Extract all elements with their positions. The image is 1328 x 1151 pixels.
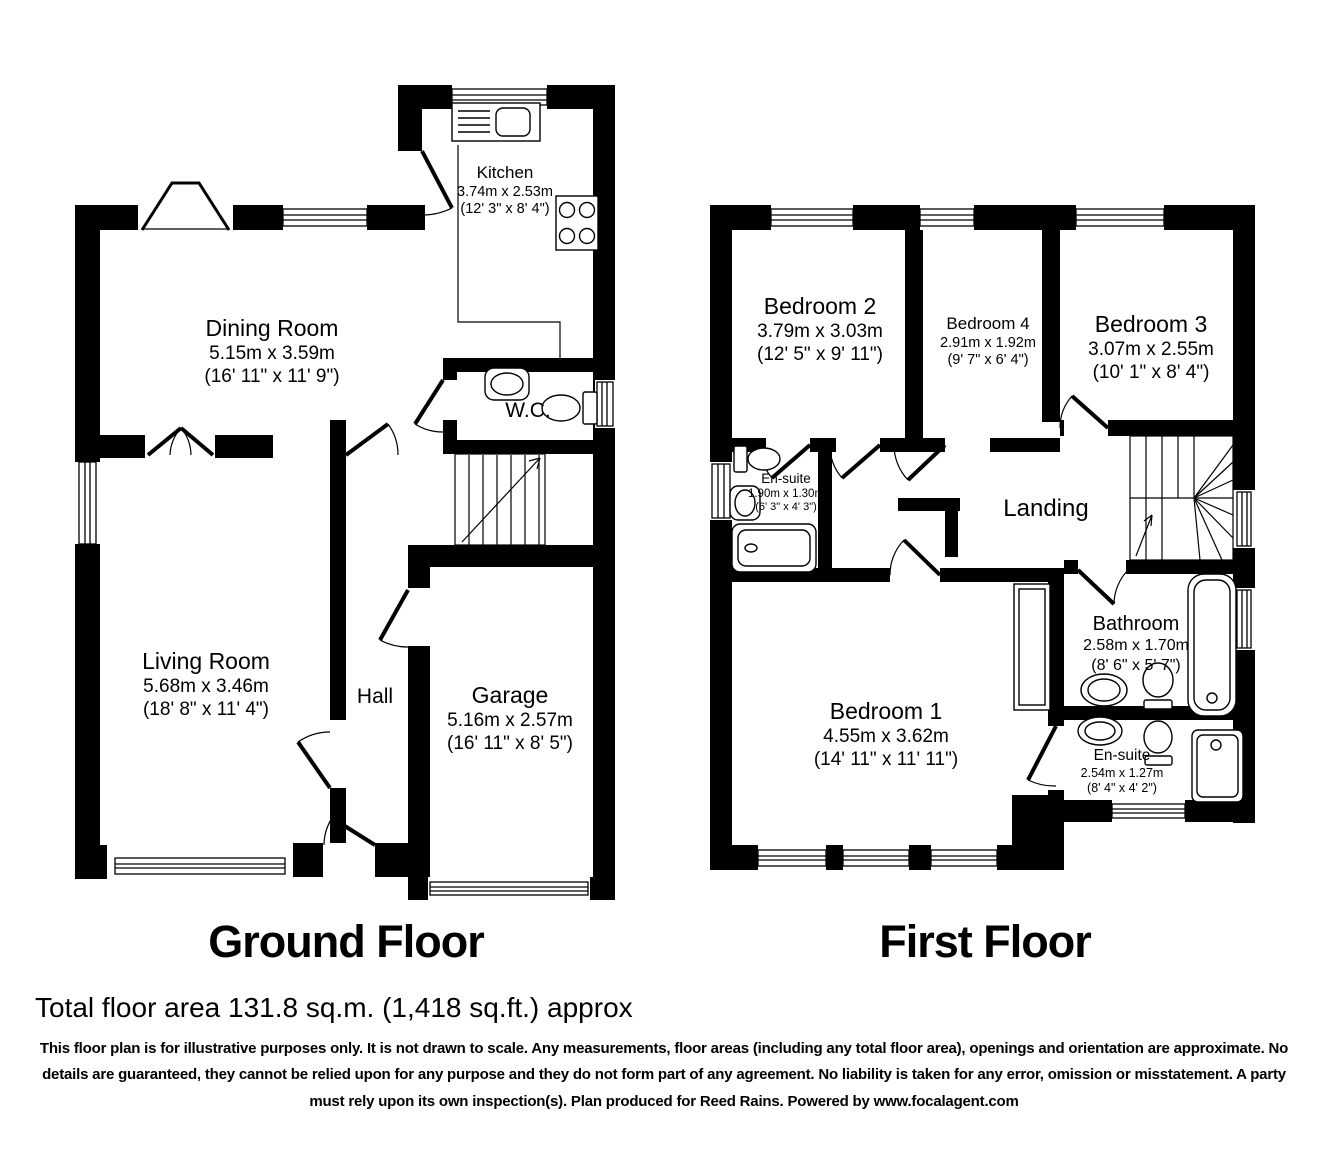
room-dim-metric: 5.15m x 3.59m [209, 343, 335, 365]
bedroom1-label [814, 697, 958, 771]
room-dim-imperial: (8' 6" x 5' 7") [1091, 656, 1181, 674]
living-side-window-icon [75, 462, 100, 544]
room-dim-imperial: (8' 4" x 4' 2") [1087, 781, 1157, 796]
room-name: Kitchen [476, 163, 534, 182]
dining-living-double-door-icon [148, 428, 213, 455]
living-front-window-icon [107, 853, 293, 879]
ensuite-bottom-door-icon [1028, 726, 1064, 790]
wc-door-icon [415, 380, 443, 432]
wc-basin-icon [485, 368, 529, 400]
room-dim-imperial: (14' 11" x 11' 11") [813, 749, 959, 771]
bedroom4-window-icon [920, 205, 974, 230]
room-dim-metric: 2.54m x 1.27m [1080, 765, 1164, 780]
living-room-label [142, 647, 270, 721]
room-name: W.C. [505, 399, 551, 422]
first-stairs-icon [1130, 436, 1233, 560]
room-name: Bedroom 2 [763, 293, 877, 319]
hall-label [357, 684, 393, 710]
ensuite-bottom-label [1081, 747, 1164, 796]
room-name: Garage [471, 682, 549, 708]
dining-bay-window-icon [138, 183, 233, 230]
room-name: Dining Room [205, 315, 339, 341]
living-door-icon [298, 732, 330, 788]
kitchen-label [457, 163, 553, 219]
bedroom2-label [757, 292, 883, 366]
room-dim-metric: 3.07m x 2.55m [1088, 339, 1214, 361]
wardrobe-icon [1014, 584, 1050, 710]
room-dim-metric: 3.79m x 3.03m [757, 321, 883, 343]
room-dim-imperial: (10' 1" x 8' 4") [1092, 362, 1210, 384]
ground-floor-fixtures [452, 103, 598, 424]
garage-access-door-icon [380, 588, 430, 647]
bedroom3-label [1088, 310, 1214, 384]
ensuite-top-toilet-icon [734, 446, 780, 472]
room-dim-imperial: (12' 3" x 8' 4") [460, 201, 550, 218]
wc-label [505, 398, 551, 424]
room-dim-imperial: (9' 7" x 6' 4") [947, 352, 1029, 369]
room-dim-imperial: (18' 8" x 11' 4") [142, 699, 269, 721]
room-dim-metric: 1.90m x 1.30m [747, 488, 825, 501]
landing-label [1003, 494, 1088, 523]
room-name: Bathroom [1092, 613, 1180, 635]
bathroom-bath-icon [1188, 574, 1236, 716]
room-dim-metric: 5.68m x 3.46m [143, 676, 269, 698]
room-name: Bedroom 1 [829, 698, 943, 724]
hob-icon [556, 196, 598, 250]
bedroom4-label [940, 314, 1036, 370]
room-dim-metric: 2.58m x 1.70m [1083, 637, 1189, 655]
room-name: En-suite [761, 471, 811, 486]
bedroom1-window-3-icon [931, 845, 997, 870]
ensuite-bottom-basin-icon [1078, 717, 1122, 745]
garage-door-icon [428, 877, 590, 900]
ground-floor-doors [148, 151, 452, 845]
room-name: Bedroom 3 [1094, 311, 1208, 337]
room-dim-metric: 2.91m x 1.92m [940, 334, 1036, 351]
first-floor-title: First Floor [879, 916, 1091, 967]
kitchen-sink-icon [452, 103, 540, 141]
hall-dining-door-icon [346, 424, 398, 455]
room-name: Hall [356, 685, 394, 708]
room-name: Landing [1003, 495, 1089, 522]
ground-floor-title: Ground Floor [208, 916, 484, 967]
kitchen-door-icon [422, 151, 452, 215]
bedroom2-door-icon [830, 445, 880, 478]
bedroom1-door-icon [890, 540, 940, 575]
dining-room-label [204, 314, 339, 388]
bathroom-door-icon [1078, 560, 1128, 604]
dining-window-icon [283, 205, 367, 230]
stairs-window-icon [1233, 490, 1255, 548]
ensuite-top-label [748, 471, 824, 515]
bedroom2-window-icon [771, 205, 853, 230]
ensuite-top-window-icon [710, 462, 732, 520]
room-name: Bedroom 4 [946, 314, 1030, 333]
bedroom3-window-icon [1076, 205, 1164, 230]
ensuite-bottom-window-icon [1112, 800, 1185, 822]
bedroom1-window-1-icon [758, 845, 826, 870]
room-dim-imperial: (16' 11" x 11' 9") [204, 366, 340, 388]
room-dim-imperial: (6' 3" x 4' 3") [755, 501, 817, 514]
bedroom3-door-icon [1060, 396, 1108, 436]
wc-window-icon [595, 380, 615, 428]
room-dim-metric: 4.55m x 3.62m [823, 726, 949, 748]
garage-label [447, 681, 573, 755]
shower-icon [1192, 730, 1243, 802]
disclaimer-text: This floor plan is for illustrative purposes only. It is not drawn to scale. Any measurements, floor areas (including any total floor area), openings and orientation are approximate. No details are guaranteed, they cannot be relied upon for any purpose and they do not form part of any agreement. No liability is taken for any error, omission or misstatement. A party must rely upon its own inspection(s). Plan produced for Reed Rains. Powered by www.focalagent.com [39, 1040, 1289, 1110]
room-dim-metric: 5.16m x 2.57m [447, 710, 573, 732]
room-dim-imperial: (12' 5" x 9' 11") [756, 344, 884, 366]
bathroom-label [1083, 612, 1189, 675]
ground-stairs-icon [455, 454, 545, 545]
room-dim-metric: 3.74m x 2.53m [457, 183, 553, 200]
room-name: Living Room [142, 648, 270, 674]
bathroom-basin-icon [1081, 674, 1127, 706]
room-dim-imperial: (16' 11" x 8' 5") [446, 733, 574, 755]
ensuite-top-bath-icon [732, 524, 816, 572]
bedroom1-window-2-icon [843, 845, 909, 870]
total-floor-area: Total floor area 131.8 sq.m. (1,418 sq.ft.) approx [35, 992, 633, 1023]
room-name: En-suite [1093, 747, 1151, 764]
